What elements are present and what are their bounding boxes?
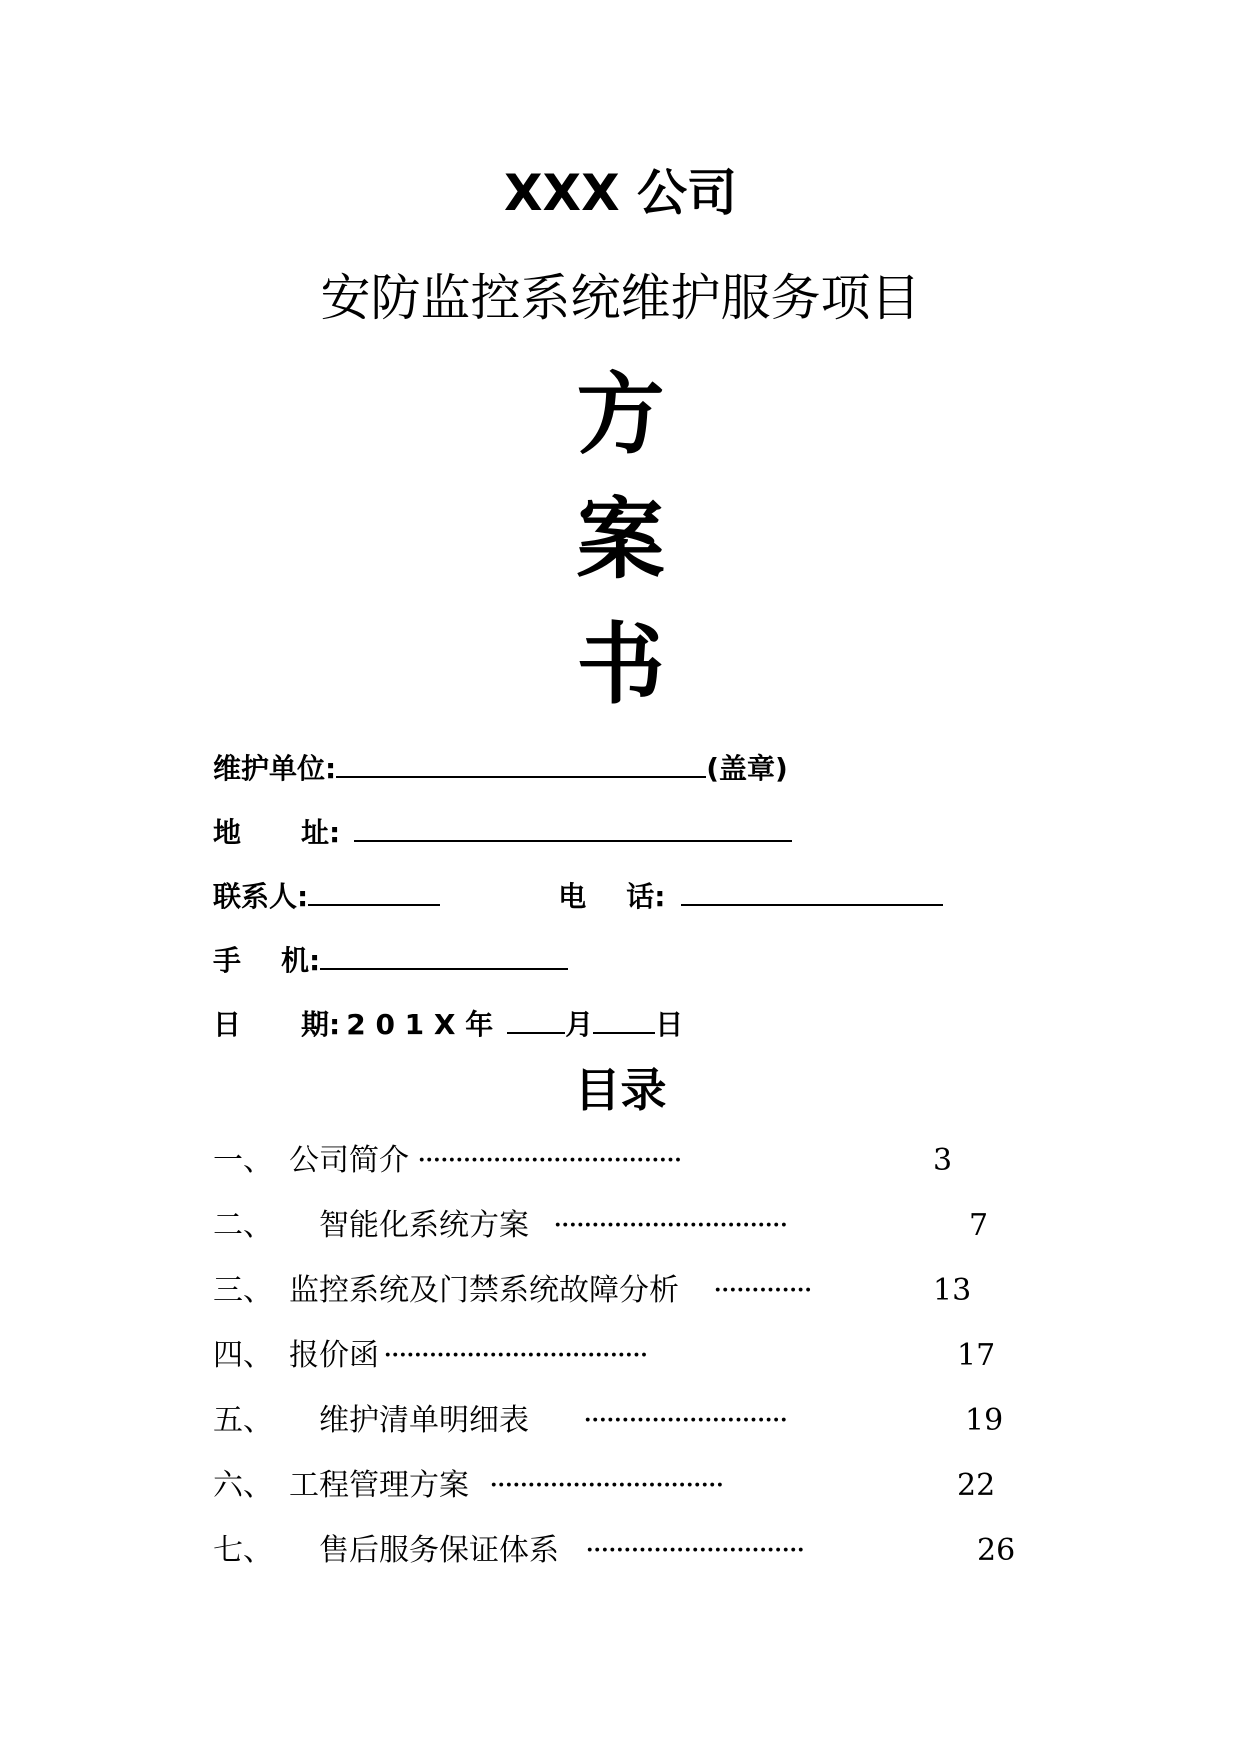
toc-title: 目录 [574,1063,667,1117]
toc-item-number: 二、 [213,1208,273,1243]
date-field [213,1004,683,1043]
maintenance-unit-field [213,748,788,787]
project-title: 安防监控系统维护服务项目 [320,269,921,327]
date-month-label: 月 [565,1008,594,1041]
address-label-a: 地 [213,816,242,849]
toc-item-leader: ············· [713,1273,811,1308]
proposal-char-2: 案 [576,488,665,591]
phone-label-a: 电 [558,880,587,913]
toc-item-leader: ······························· [553,1208,787,1243]
toc-item-title: 售后服务保证体系 [319,1533,559,1568]
toc-item-number: 四、 [213,1338,273,1373]
company-title: XXX 公司 [503,164,738,222]
toc-item-page: 22 [957,1468,996,1503]
toc-item-leader: ······························· [489,1468,723,1503]
date-label-b: 期: [301,1008,341,1041]
date-label-a: 日 [213,1008,242,1041]
proposal-char-1: 方 [576,363,665,466]
address-blank [354,812,792,842]
address-field [213,812,792,851]
mobile-label-a: 手 [213,944,242,977]
maintenance-unit-label: 维护单位: [213,752,337,785]
toc-item-title: 智能化系统方案 [319,1208,529,1243]
toc-item-leader: ··································· [417,1143,681,1178]
toc-item-title: 维护清单明细表 [319,1403,529,1438]
toc-item-title: 工程管理方案 [289,1468,469,1503]
toc-item-page: 3 [933,1143,953,1178]
toc-item-number: 三、 [213,1273,273,1308]
toc-item-number: 七、 [213,1533,273,1568]
toc-item-page: 7 [969,1208,989,1243]
date-day-label: 日 [655,1008,684,1041]
toc-item-page: 19 [965,1403,1004,1438]
contact-blank [308,876,440,906]
toc-item-leader: ····························· [585,1533,804,1568]
toc-item-number: 一、 [213,1143,273,1178]
maintenance-unit-blank [336,748,706,778]
toc-item-title: 公司简介 [289,1143,409,1178]
toc-item-page: 13 [933,1273,972,1308]
contact-label: 联系人: [213,880,309,913]
toc-item-page: 26 [977,1533,1016,1568]
phone-label-b: 话: [626,880,666,913]
mobile-blank [320,940,568,970]
date-day-blank [593,1004,655,1034]
toc-item-leader: ··························· [583,1403,787,1438]
date-month-blank [507,1004,565,1034]
toc-item-leader: ··································· [383,1338,647,1373]
contact-field [213,876,943,915]
mobile-label-b: 机: [281,944,321,977]
address-label-b: 址: [301,816,341,849]
mobile-field [213,940,568,979]
phone-blank [681,876,943,906]
date-year: 2 0 1 X 年 [346,1008,494,1041]
toc-item-number: 六、 [213,1468,273,1503]
toc-item-title: 报价函 [289,1338,379,1373]
seal-label: (盖章) [706,752,788,785]
toc-item-title: 监控系统及门禁系统故障分析 [289,1273,679,1308]
toc-item-number: 五、 [213,1403,273,1438]
toc-item-page: 17 [957,1338,996,1373]
proposal-char-3: 书 [576,613,665,716]
